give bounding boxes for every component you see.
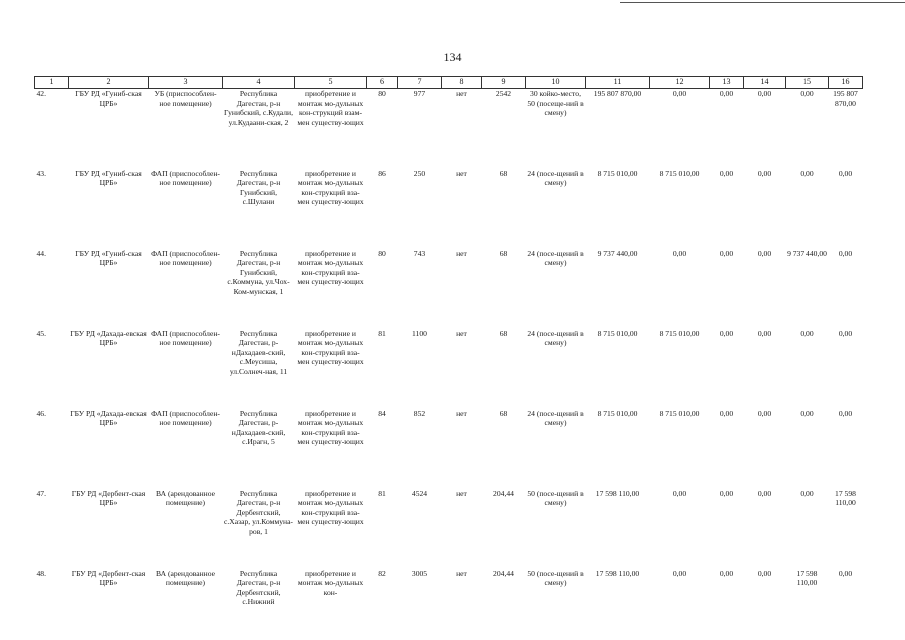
work-description-cell: приобретение и монтаж мо-дульных кон-струкций вза-мен существу-ющих [297,248,364,287]
row-number-cell: 46. [36,408,46,418]
col-14-cell: 0,00 [757,89,772,98]
col-7-cell: 743 [413,248,426,258]
col-16-cell: 0,00 [838,408,853,418]
col-12-cell: 8 715 010,00 [659,408,700,418]
col-8-cell: нет [456,568,467,578]
top-rule [620,2,905,3]
address-cell: Республика Дагестан, р-нДахадаев-ский, с.Меусиша, ул.Солнеч-ная, 11 [229,328,288,376]
col-8-cell: нет [456,89,467,98]
work-description-cell: приобретение и монтаж мо-дульных кон-струкций вза-мен существу-ющих [297,168,364,207]
col-header: 3 [149,77,223,89]
col-13-cell: 0,00 [719,408,734,418]
row-number-cell: 47. [36,488,46,498]
organization-cell: ГБУ РД «Дахада-евская ЦРБ» [70,328,147,348]
total-amount-cell: 8 715 010,00 [597,168,638,178]
table-row [35,569,863,627]
col-12-cell: 0,00 [672,488,687,498]
work-description-cell: приобретение и монтаж мо-дульных кон- [297,568,364,597]
page-number: 134 [443,50,462,64]
row-number-cell: 42. [36,89,46,98]
col-9-cell: 68 [499,328,508,338]
facilities-table [34,76,863,627]
col-8-cell: нет [456,328,467,338]
facilities-table-wrapper [34,76,862,627]
col-7-cell: 977 [413,89,426,98]
organization-cell: ГБУ РД «Гуниб-ская ЦРБ» [75,168,142,188]
col-9-cell: 68 [499,408,508,418]
col-9-cell: 68 [499,168,508,178]
col-header: 15 [786,77,829,89]
col-13-cell: 0,00 [719,488,734,498]
col-9-cell: 204,44 [493,488,514,498]
col-13-cell: 0,00 [719,168,734,178]
col-header: 1 [35,77,69,89]
col-14-cell: 0,00 [757,168,772,178]
total-amount-cell: 17 598 110,00 [595,488,640,498]
facility-type-cell: ФАП (приспособлен-ное помещение) [151,408,220,428]
row-number-cell: 45. [36,328,46,338]
col-header: 4 [223,77,295,89]
col-9-cell: 2542 [495,89,512,98]
col-7-cell: 1100 [412,328,427,338]
col-8-cell: нет [456,168,467,178]
facility-type-cell: ФАП (приспособлен-ное помещение) [151,328,220,348]
col-15-cell: 9 737 440,00 [787,248,827,258]
address-cell: Республика Дагестан, р-н Гунибский, с.Коммуна, ул.Чох-Ком-мунская, 1 [227,248,290,296]
col-6-cell: 86 [378,168,386,178]
address-cell: Республика Дагестан, р-нДахадаев-ский, с.Ирагн, 5 [231,408,286,447]
col-13-cell: 0,00 [719,328,734,338]
col-16-cell: 17 598 110,00 [835,488,856,508]
col-header: 12 [650,77,710,89]
column-number-row [35,77,863,89]
col-12-cell: 8 715 010,00 [659,168,700,178]
row-number-cell: 44. [36,248,46,258]
col-12-cell: 0,00 [672,89,687,98]
col-12-cell: 0,00 [672,568,687,578]
address-cell: Республика Дагестан, р-н Дербентский, с.Нижний [236,568,281,607]
table-row [35,409,863,489]
row-number-cell: 48. [36,568,46,578]
col-16-cell: 0,00 [838,328,853,338]
col-header: 16 [829,77,863,89]
col-12-cell: 8 715 010,00 [659,328,700,338]
total-amount-cell: 9 737 440,00 [597,248,638,258]
col-header: 8 [442,77,482,89]
col-6-cell: 81 [378,328,386,338]
col-13-cell: 0,00 [719,89,734,98]
col-9-cell: 68 [499,248,508,258]
work-description-cell: приобретение и монтаж мо-дульных кон-струкций вза-мен существу-ющих [297,408,364,447]
table-row [35,89,863,169]
organization-cell: ГБУ РД «Дербент-ская ЦРБ» [71,488,146,508]
col-6-cell: 80 [378,248,386,258]
col-13-cell: 0,00 [719,248,734,258]
organization-cell: ГБУ РД «Гуниб-ская ЦРБ» [75,89,142,108]
organization-cell: ГБУ РД «Дербент-ская ЦРБ» [71,568,146,588]
col-7-cell: 250 [413,168,426,178]
col-7-cell: 3005 [411,568,428,578]
col-header: 13 [710,77,744,89]
work-description-cell: приобретение и монтаж мо-дульных кон-струкций взам-мен существу-ющих [297,89,364,127]
work-description-cell: приобретение и монтаж мо-дульных кон-струкций вза-мен существу-ющих [297,328,364,367]
col-14-cell: 0,00 [757,248,772,258]
col-header: 11 [586,77,650,89]
total-amount-cell: 8 715 010,00 [597,408,638,418]
col-7-cell: 852 [413,408,426,418]
col-15-cell: 0,00 [800,408,814,418]
col-15-cell: 0,00 [800,328,814,338]
col-15-cell: 0,00 [800,89,814,98]
col-16-cell: 195 807 870,00 [833,89,858,108]
organization-cell: ГБУ РД «Дахада-евская ЦРБ» [70,408,147,428]
col-15-cell: 0,00 [800,488,814,498]
capacity-cell: 24 (посе-щений в смену) [527,328,584,348]
organization-cell: ГБУ РД «Гуниб-ская ЦРБ» [75,248,142,268]
col-9-cell: 204,44 [493,568,514,578]
work-description-cell: приобретение и монтаж мо-дульных кон-струкций вза-мен существу-ющих [297,488,364,527]
facility-type-cell: ФАП (приспособлен-ное помещение) [151,248,220,268]
capacity-cell: 24 (посе-щений в смену) [527,248,584,268]
col-14-cell: 0,00 [757,568,772,578]
col-header: 10 [526,77,586,89]
col-header: 14 [744,77,786,89]
facility-type-cell: ВА (арендованное помещение) [155,488,215,508]
col-header: 2 [69,77,149,89]
col-6-cell: 80 [378,89,386,98]
table-row [35,329,863,409]
capacity-cell: 24 (посе-щений в смену) [527,168,584,188]
total-amount-cell: 17 598 110,00 [595,568,640,578]
col-header: 7 [398,77,442,89]
col-16-cell: 0,00 [838,168,853,178]
col-15-cell: 17 598 110,00 [796,568,818,588]
col-8-cell: нет [456,488,467,498]
col-14-cell: 0,00 [757,408,772,418]
capacity-cell: 50 (посе-щений в смену) [527,488,584,508]
facility-type-cell: ФАП (приспособлен-ное помещение) [151,168,220,188]
col-16-cell: 0,00 [838,568,853,578]
col-8-cell: нет [456,248,467,258]
col-header: 6 [367,77,398,89]
col-12-cell: 0,00 [672,248,687,258]
col-header: 9 [482,77,526,89]
capacity-cell: 50 (посе-щений в смену) [527,568,584,588]
col-16-cell: 0,00 [838,248,853,258]
total-amount-cell: 195 807 870,00 [593,89,642,98]
col-header: 5 [295,77,367,89]
col-14-cell: 0,00 [757,328,772,338]
col-15-cell: 0,00 [800,168,814,178]
col-6-cell: 84 [378,408,386,418]
address-cell: Республика Дагестан, р-н Гунибский, с.Шулани [236,168,281,207]
table-row [35,489,863,569]
col-7-cell: 4524 [411,488,428,498]
facility-type-cell: ВА (арендованное помещение) [155,568,215,588]
capacity-cell: 24 (посе-щений в смену) [527,408,584,428]
facility-type-cell: УБ (приспособлен-ное помещение) [154,89,217,108]
col-14-cell: 0,00 [757,488,772,498]
row-number-cell: 43. [36,168,46,178]
table-row [35,249,863,329]
col-6-cell: 81 [378,488,386,498]
capacity-cell: 30 койко-место, 50 (посеще-ний в смену) [527,89,584,118]
total-amount-cell: 8 715 010,00 [597,328,638,338]
col-13-cell: 0,00 [719,568,734,578]
col-6-cell: 82 [378,568,386,578]
address-cell: Республика Дагестан, р-н Дербентский, с.Хазар, ул.Коммуна-ров, 1 [224,488,293,536]
table-row [35,169,863,249]
address-cell: Республика Дагестан, р-н Гунибский, с.Кудали, ул.Кудаани-ская, 2 [223,89,293,127]
col-8-cell: нет [456,408,467,418]
